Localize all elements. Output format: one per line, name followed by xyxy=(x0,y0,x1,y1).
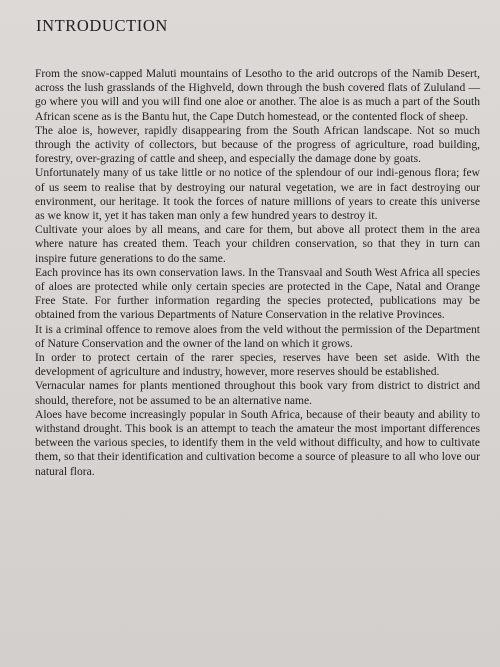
paragraph: It is a criminal offence to remove aloes from the veld without the permission of the Department of Nature Conservation and the owner of the land on which it grows. xyxy=(35,323,480,350)
paragraph: In order to protect certain of the rarer species, reserves have been set aside. With the development of agriculture and industry, however, more reserves should be established. xyxy=(35,352,480,379)
paragraph: The aloe is, however, rapidly disappearing from the South African landscape. Not so much through the activity of collectors, but because of the progress of agriculture, road building, forestry, over-grazing of cattle and sheep, and especially the damage done by goats. xyxy=(35,124,480,166)
paragraph: Vernacular names for plants mentioned throughout this book vary from district to district and should, therefore, not be assumed to be an alternative name. xyxy=(35,380,480,407)
paragraph: Unfortunately many of us take little or no notice of the splendour of our indi-genous flora; few of us seem to realise that by destroying our natural vegetation, we are in fact destroying our environment, our heritage. It took the forces of nature millions of years to create this universe as we know it, yet it has taken man only a few hundred years to destroy it. xyxy=(35,167,480,223)
paragraph: From the snow-capped Maluti mountains of Lesotho to the arid outcrops of the Namib Desert, across the lush grasslands of the Highveld, down through the bush covered flats of Zululand — go where you will and you will find one aloe or another. The aloe is as much a part of the South African scene as is the Bantu hut, the Cape Dutch homestead, or the contented flock of sheep. xyxy=(35,68,480,123)
paragraph: Cultivate your aloes by all means, and care for them, but above all protect them in the area where nature has created them. Teach your children conservation, so that they in turn can inspire future generations to do the same. xyxy=(35,224,480,265)
body-text xyxy=(35,67,480,479)
paragraph: Each province has its own conservation laws. In the Transvaal and South West Africa all species of aloes are protected while only certain species are protected in the Cape, Natal and Orange Free State. For further information regarding the species protected, publications may be obtained from the various Departments of Nature Conservation in the relative Provinces. xyxy=(35,266,480,322)
page-title: INTRODUCTION xyxy=(36,16,168,35)
paragraph: Aloes have become increasingly popular in South Africa, because of their beauty and ability to withstand drought. This book is an attempt to teach the amateur the most important differences between the various species, to identify them in the veld without difficulty, and how to cultivate them, so that their identification and cultivation become a source of pleasure to all who love our natural flora. xyxy=(35,408,480,478)
